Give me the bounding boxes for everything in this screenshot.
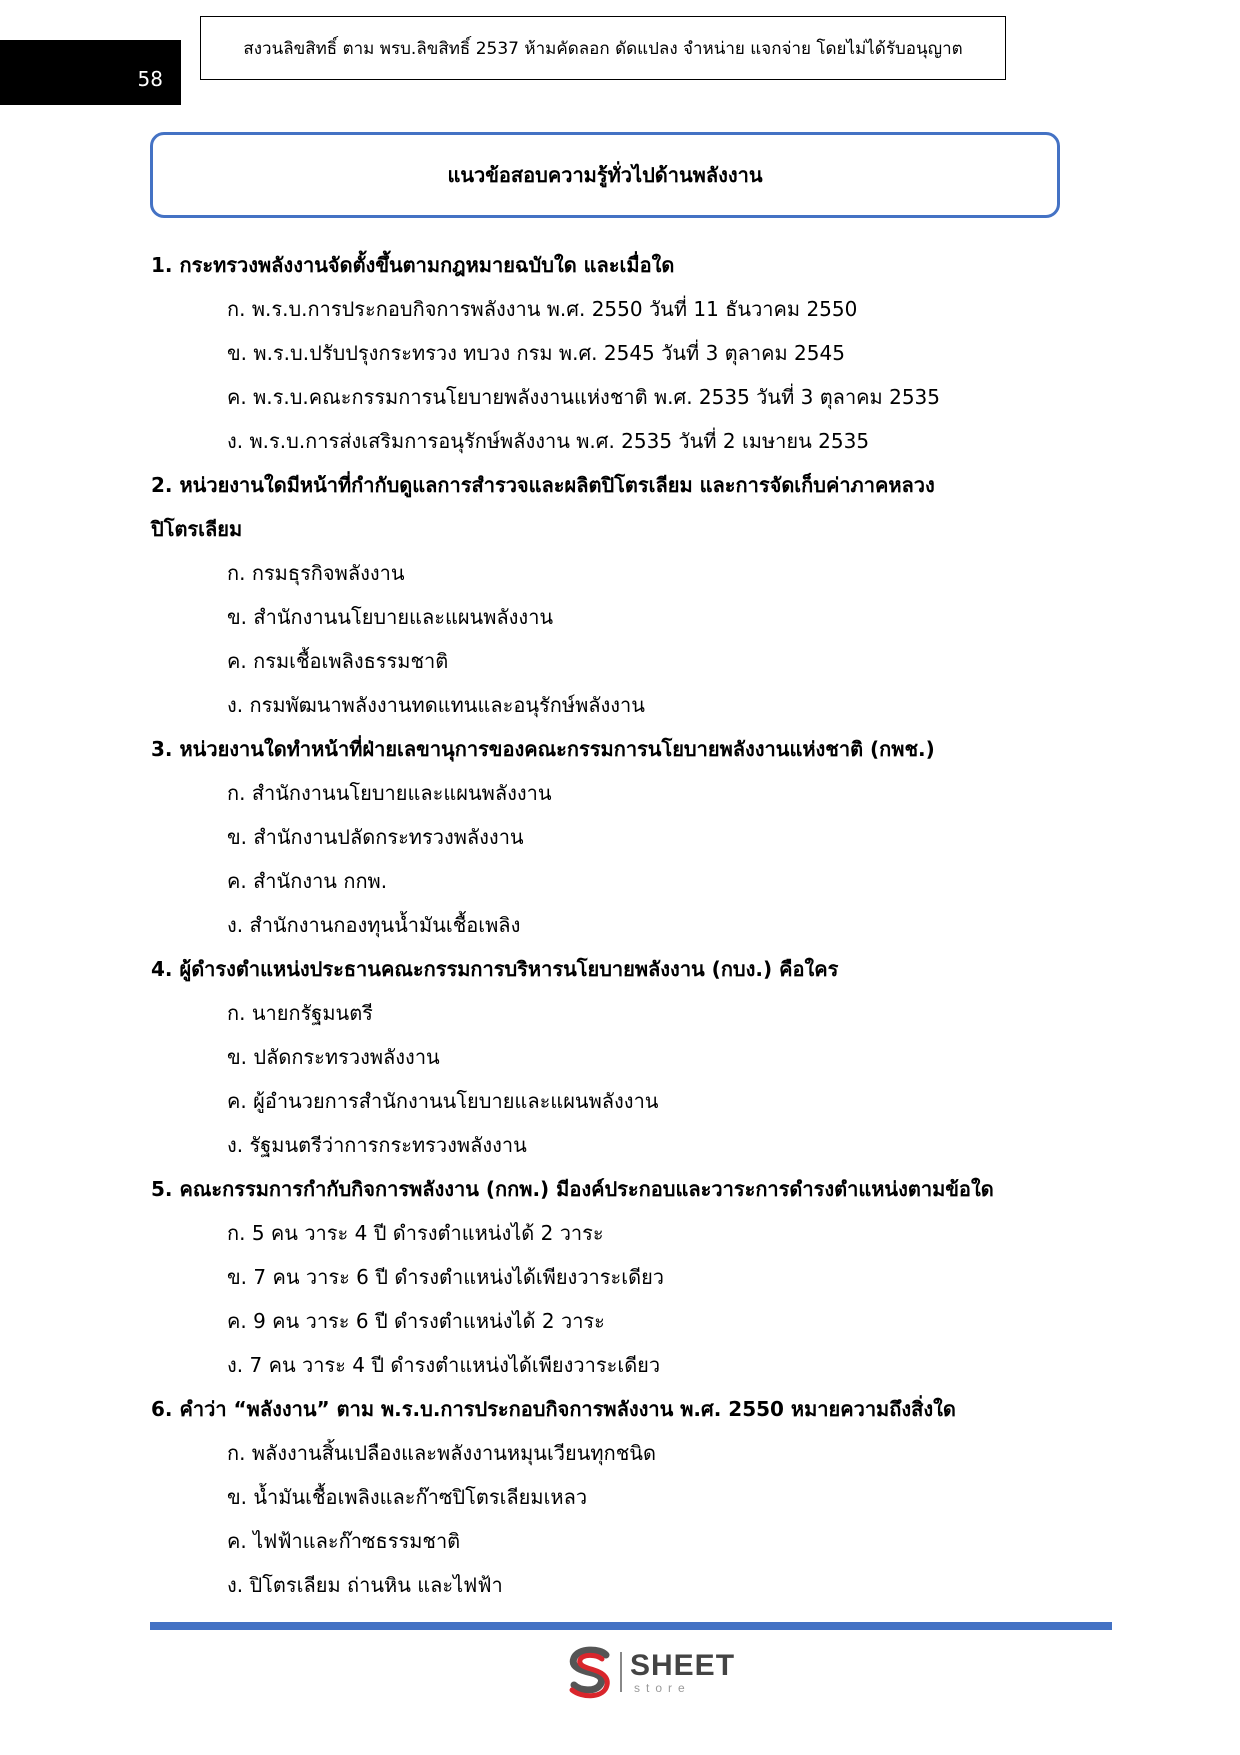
option-d: ง. ปิโตรเลียม ถ่านหิน และไฟฟ้า [227,1573,503,1597]
option-d: ง. รัฐมนตรีว่าการกระทรวงพลังงาน [227,1133,527,1157]
option-d: ง. พ.ร.บ.การส่งเสริมการอนุรักษ์พลังงาน พ.ศ. 2535 วันที่ 2 เมษายน 2535 [227,429,870,453]
option-b: ข. ปลัดกระทรวงพลังงาน [227,1045,440,1069]
option-b: ข. 7 คน วาระ 6 ปี ดำรงตำแหน่งได้เพียงวาระเดียว [227,1265,665,1289]
option-a: ก. กรมธุรกิจพลังงาน [227,561,405,585]
page-title: แนวข้อสอบความรู้ทั่วไปด้านพลังงาน [447,163,763,187]
question-4 [151,947,1081,1167]
page-number: 58 [137,67,163,91]
question-2 [151,463,1081,727]
option-a: ก. สำนักงานนโยบายและแผนพลังงาน [227,781,552,805]
question-1 [151,243,1081,463]
option-a: ก. นายกรัฐมนตรี [227,1001,373,1025]
question-text: 4. ผู้ดำรงตำแหน่งประธานคณะกรรมการบริหารนโยบายพลังงาน (กบง.) คือใคร [151,957,839,981]
footer-divider [150,1622,1112,1630]
option-c: ค. 9 คน วาระ 6 ปี ดำรงตำแหน่งได้ 2 วาระ [227,1309,605,1333]
option-d: ง. กรมพัฒนาพลังงานทดแทนและอนุรักษ์พลังงาน [227,693,645,717]
option-b: ข. สำนักงานปลัดกระทรวงพลังงาน [227,825,524,849]
option-d: ง. 7 คน วาระ 4 ปี ดำรงตำแหน่งได้เพียงวาระเดียว [227,1353,661,1377]
copyright-notice: สงวนลิขสิทธิ์ ตาม พรบ.ลิขสิทธิ์ 2537 ห้ามคัดลอก ดัดแปลง จำหน่าย แจกจ่าย โดยไม่ได้รับอนุญาต [200,16,1006,80]
option-b: ข. พ.ร.บ.ปรับปรุงกระทรวง ทบวง กรม พ.ศ. 2545 วันที่ 3 ตุลาคม 2545 [227,341,845,365]
option-c: ค. พ.ร.บ.คณะกรรมการนโยบายพลังงานแห่งชาติ พ.ศ. 2535 วันที่ 3 ตุลาคม 2535 [227,385,940,409]
logo-word: SHEET [630,1648,736,1682]
logo-divider [620,1652,622,1692]
question-3 [151,727,1081,947]
page-number-box [0,40,181,105]
sheet-store-logo [566,1645,735,1699]
option-c: ค. ไฟฟ้าและก๊าซธรรมชาติ [227,1529,461,1553]
question-text: 6. คำว่า “พลังงาน” ตาม พ.ร.บ.การประกอบกิจการพลังงาน พ.ศ. 2550 หมายความถึงสิ่งใด [151,1397,956,1421]
question-text: 5. คณะกรรมการกำกับกิจการพลังงาน (กกพ.) มีองค์ประกอบและวาระการดำรงตำแหน่งตามข้อใด [151,1177,994,1201]
question-text: 2. หน่วยงานใดมีหน้าที่กำกับดูแลการสำรวจและผลิตปิโตรเลียม และการจัดเก็บค่าภาคหลวง [151,473,935,497]
question-list [151,243,1081,1607]
question-text: 3. หน่วยงานใดทำหน้าที่ฝ่ายเลขานุการของคณะกรรมการนโยบายพลังงานแห่งชาติ (กพช.) [151,737,935,761]
logo-text [630,1648,736,1695]
option-a: ก. พ.ร.บ.การประกอบกิจการพลังงาน พ.ศ. 2550 วันที่ 11 ธันวาคม 2550 [227,297,858,321]
option-b: ข. สำนักงานนโยบายและแผนพลังงาน [227,605,554,629]
page-title-box [150,132,1060,218]
question-6 [151,1387,1081,1607]
question-text: 1. กระทรวงพลังงานจัดตั้งขึ้นตามกฎหมายฉบับใด และเมื่อใด [151,253,675,277]
option-a: ก. พลังงานสิ้นเปลืองและพลังงานหมุนเวียนทุกชนิด [227,1441,656,1465]
sheet-store-s-icon [566,1645,614,1699]
option-c: ค. ผู้อำนวยการสำนักงานนโยบายและแผนพลังงาน [227,1089,659,1113]
option-b: ข. น้ำมันเชื้อเพลิงและก๊าซปิโตรเลียมเหลว [227,1485,588,1509]
option-a: ก. 5 คน วาระ 4 ปี ดำรงตำแหน่งได้ 2 วาระ [227,1221,604,1245]
option-d: ง. สำนักงานกองทุนน้ำมันเชื้อเพลิง [227,913,521,937]
question-text-continued: ปิโตรเลียม [151,517,243,541]
option-c: ค. กรมเชื้อเพลิงธรรมชาติ [227,649,449,673]
logo-subtext: store [634,1680,691,1695]
option-c: ค. สำนักงาน กกพ. [227,869,388,893]
question-5 [151,1167,1081,1387]
